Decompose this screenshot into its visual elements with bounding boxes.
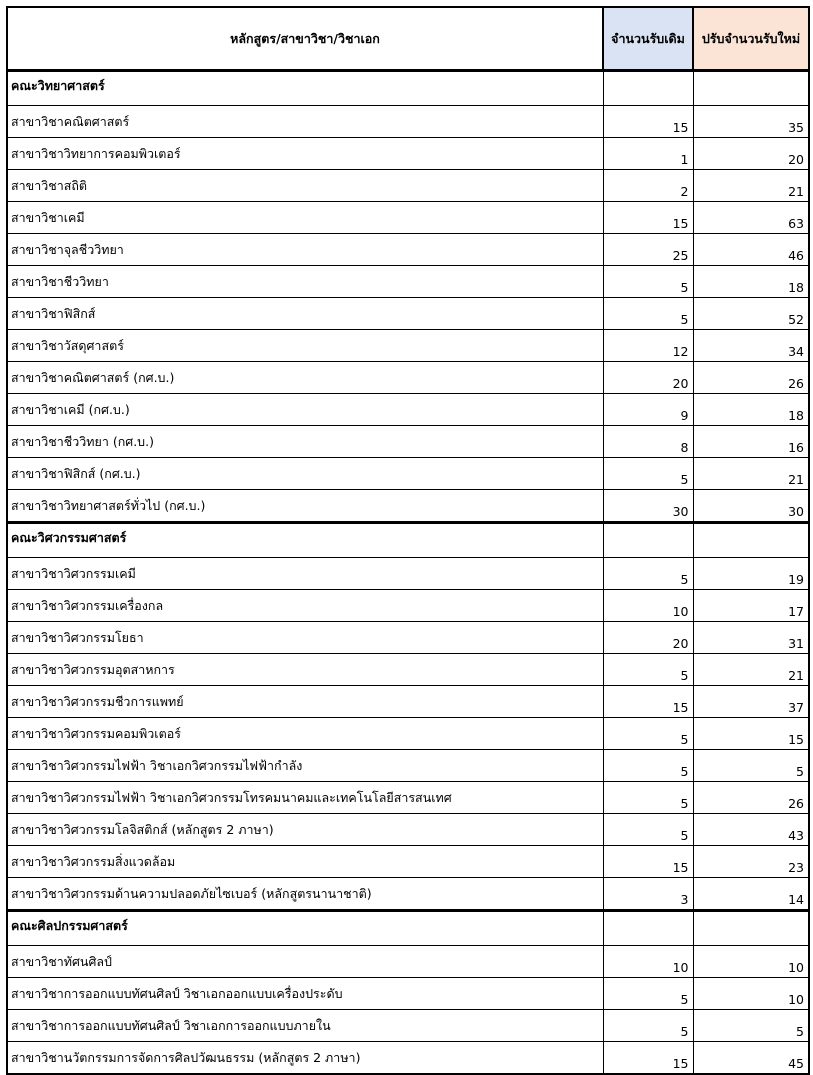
table-row (7, 846, 809, 878)
original-quota-cell: 5 (603, 814, 693, 846)
adjusted-quota-cell: 5 (693, 750, 809, 782)
original-quota-cell: 9 (603, 394, 693, 426)
adjusted-quota-cell: 52 (693, 298, 809, 330)
program-name-cell: สาขาวิชาวิศวกรรมเคมี (7, 558, 603, 590)
empty-cell (603, 71, 693, 106)
program-name-cell: สาขาวิชาวัสดุศาสตร์ (7, 330, 603, 362)
original-quota-cell: 2 (603, 170, 693, 202)
table-row (7, 490, 809, 523)
original-quota-cell: 12 (603, 330, 693, 362)
original-quota-cell: 15 (603, 106, 693, 138)
program-name-cell: สาขาวิชาจุลชีววิทยา (7, 234, 603, 266)
original-quota-cell: 15 (603, 686, 693, 718)
adjusted-quota-cell: 5 (693, 1010, 809, 1042)
table-row (7, 814, 809, 846)
program-name-cell: สาขาวิชาฟิสิกส์ (กศ.บ.) (7, 458, 603, 490)
faculty-name: คณะศิลปกรรมศาสตร์ (7, 911, 603, 946)
original-quota-cell: 5 (603, 782, 693, 814)
table-row (7, 394, 809, 426)
program-name-cell: สาขาวิชาวิทยาศาสตร์ทั่วไป (กศ.บ.) (7, 490, 603, 523)
adjusted-quota-cell: 10 (693, 946, 809, 978)
adjusted-quota-cell: 37 (693, 686, 809, 718)
program-name-cell: สาขาวิชาวิศวกรรมโยธา (7, 622, 603, 654)
table-row (7, 202, 809, 234)
original-quota-cell: 5 (603, 298, 693, 330)
adjusted-quota-cell: 21 (693, 170, 809, 202)
program-name-cell: สาขาวิชาวิศวกรรมเครื่องกล (7, 590, 603, 622)
program-name-cell: สาขาวิชาทัศนศิลป์ (7, 946, 603, 978)
program-name-cell: สาขาวิชาวิศวกรรมคอมพิวเตอร์ (7, 718, 603, 750)
original-quota-cell: 1 (603, 138, 693, 170)
program-name-cell: สาขาวิชาคณิตศาสตร์ (7, 106, 603, 138)
adjusted-quota-cell: 26 (693, 782, 809, 814)
adjusted-quota-cell: 63 (693, 202, 809, 234)
original-quota-cell: 5 (603, 266, 693, 298)
original-quota-cell: 10 (603, 590, 693, 622)
table-row (7, 138, 809, 170)
admissions-table (6, 6, 810, 1075)
program-name-cell: สาขาวิชาวิศวกรรมสิ่งแวดล้อม (7, 846, 603, 878)
original-quota-cell: 20 (603, 622, 693, 654)
table-row (7, 1010, 809, 1042)
table-row (7, 426, 809, 458)
original-quota-column-header: จำนวนรับเดิม (603, 7, 693, 71)
program-name-cell: สาขาวิชาวิศวกรรมด้านความปลอดภัยไซเบอร์ (หลักสูตรนานาชาติ) (7, 878, 603, 911)
program-name-cell: สาขาวิชาวิศวกรรมไฟฟ้า วิชาเอกวิศวกรรมไฟฟ้ากำลัง (7, 750, 603, 782)
original-quota-cell: 3 (603, 878, 693, 911)
adjusted-quota-cell: 14 (693, 878, 809, 911)
table-row (7, 750, 809, 782)
table-row (7, 234, 809, 266)
table-row (7, 1042, 809, 1075)
program-name-cell: สาขาวิชาสถิติ (7, 170, 603, 202)
adjusted-quota-cell: 30 (693, 490, 809, 523)
original-quota-cell: 5 (603, 718, 693, 750)
adjusted-quota-cell: 10 (693, 978, 809, 1010)
table-row (7, 590, 809, 622)
original-quota-cell: 15 (603, 202, 693, 234)
program-name-cell: สาขาวิชาชีววิทยา (กศ.บ.) (7, 426, 603, 458)
adjusted-quota-cell: 15 (693, 718, 809, 750)
original-quota-cell: 15 (603, 846, 693, 878)
program-name-cell: สาขาวิชาวิศวกรรมอุตสาหการ (7, 654, 603, 686)
table-row (7, 106, 809, 138)
table-row (7, 558, 809, 590)
table-row (7, 266, 809, 298)
original-quota-cell: 5 (603, 558, 693, 590)
table-row (7, 622, 809, 654)
table-body (7, 71, 809, 1075)
original-quota-cell: 8 (603, 426, 693, 458)
table-row (7, 330, 809, 362)
adjusted-quota-column-header: ปรับจำนวนรับใหม่ (693, 7, 809, 71)
table-row (7, 718, 809, 750)
table-row (7, 946, 809, 978)
faculty-row (7, 911, 809, 946)
adjusted-quota-cell: 31 (693, 622, 809, 654)
program-name-cell: สาขาวิชาการออกแบบทัศนศิลป์ วิชาเอกออกแบบเครื่องประดับ (7, 978, 603, 1010)
table-row (7, 978, 809, 1010)
adjusted-quota-cell: 46 (693, 234, 809, 266)
table-header-row (7, 7, 809, 71)
empty-cell (693, 911, 809, 946)
table-row (7, 878, 809, 911)
program-name-cell: สาขาวิชาฟิสิกส์ (7, 298, 603, 330)
empty-cell (603, 523, 693, 558)
program-name-cell: สาขาวิชาคณิตศาสตร์ (กศ.บ.) (7, 362, 603, 394)
adjusted-quota-cell: 18 (693, 394, 809, 426)
faculty-row (7, 523, 809, 558)
table-row (7, 170, 809, 202)
adjusted-quota-cell: 45 (693, 1042, 809, 1075)
program-name-cell: สาขาวิชาวิทยาการคอมพิวเตอร์ (7, 138, 603, 170)
original-quota-cell: 10 (603, 946, 693, 978)
original-quota-cell: 5 (603, 1010, 693, 1042)
original-quota-cell: 25 (603, 234, 693, 266)
table-row (7, 362, 809, 394)
program-name-cell: สาขาวิชาวิศวกรรมโลจิสติกส์ (หลักสูตร 2 ภาษา) (7, 814, 603, 846)
adjusted-quota-cell: 18 (693, 266, 809, 298)
adjusted-quota-cell: 23 (693, 846, 809, 878)
empty-cell (693, 523, 809, 558)
adjusted-quota-cell: 20 (693, 138, 809, 170)
adjusted-quota-cell: 35 (693, 106, 809, 138)
program-name-cell: สาขาวิชาวิศวกรรมชีวการแพทย์ (7, 686, 603, 718)
program-name-cell: สาขาวิชาชีววิทยา (7, 266, 603, 298)
admissions-table-sheet (6, 6, 810, 1075)
adjusted-quota-cell: 16 (693, 426, 809, 458)
program-name-cell: สาขาวิชาวิศวกรรมไฟฟ้า วิชาเอกวิศวกรรมโทรคมนาคมและเทคโนโลยีสารสนเทศ (7, 782, 603, 814)
adjusted-quota-cell: 21 (693, 654, 809, 686)
original-quota-cell: 5 (603, 750, 693, 782)
table-row (7, 654, 809, 686)
original-quota-cell: 20 (603, 362, 693, 394)
program-column-header: หลักสูตร/สาขาวิชา/วิชาเอก (7, 7, 603, 71)
adjusted-quota-cell: 19 (693, 558, 809, 590)
adjusted-quota-cell: 43 (693, 814, 809, 846)
table-row (7, 458, 809, 490)
table-row (7, 298, 809, 330)
program-name-cell: สาขาวิชาเคมี (7, 202, 603, 234)
empty-cell (603, 911, 693, 946)
adjusted-quota-cell: 26 (693, 362, 809, 394)
adjusted-quota-cell: 34 (693, 330, 809, 362)
empty-cell (693, 71, 809, 106)
program-name-cell: สาขาวิชาการออกแบบทัศนศิลป์ วิชาเอกการออกแบบภายใน (7, 1010, 603, 1042)
original-quota-cell: 5 (603, 978, 693, 1010)
original-quota-cell: 30 (603, 490, 693, 523)
faculty-name: คณะวิทยาศาสตร์ (7, 71, 603, 106)
program-name-cell: สาขาวิชานวัตกรรมการจัดการศิลปวัฒนธรรม (หลักสูตร 2 ภาษา) (7, 1042, 603, 1075)
table-row (7, 782, 809, 814)
original-quota-cell: 15 (603, 1042, 693, 1075)
faculty-row (7, 71, 809, 106)
table-row (7, 686, 809, 718)
adjusted-quota-cell: 17 (693, 590, 809, 622)
adjusted-quota-cell: 21 (693, 458, 809, 490)
program-name-cell: สาขาวิชาเคมี (กศ.บ.) (7, 394, 603, 426)
original-quota-cell: 5 (603, 458, 693, 490)
faculty-name: คณะวิศวกรรมศาสตร์ (7, 523, 603, 558)
original-quota-cell: 5 (603, 654, 693, 686)
